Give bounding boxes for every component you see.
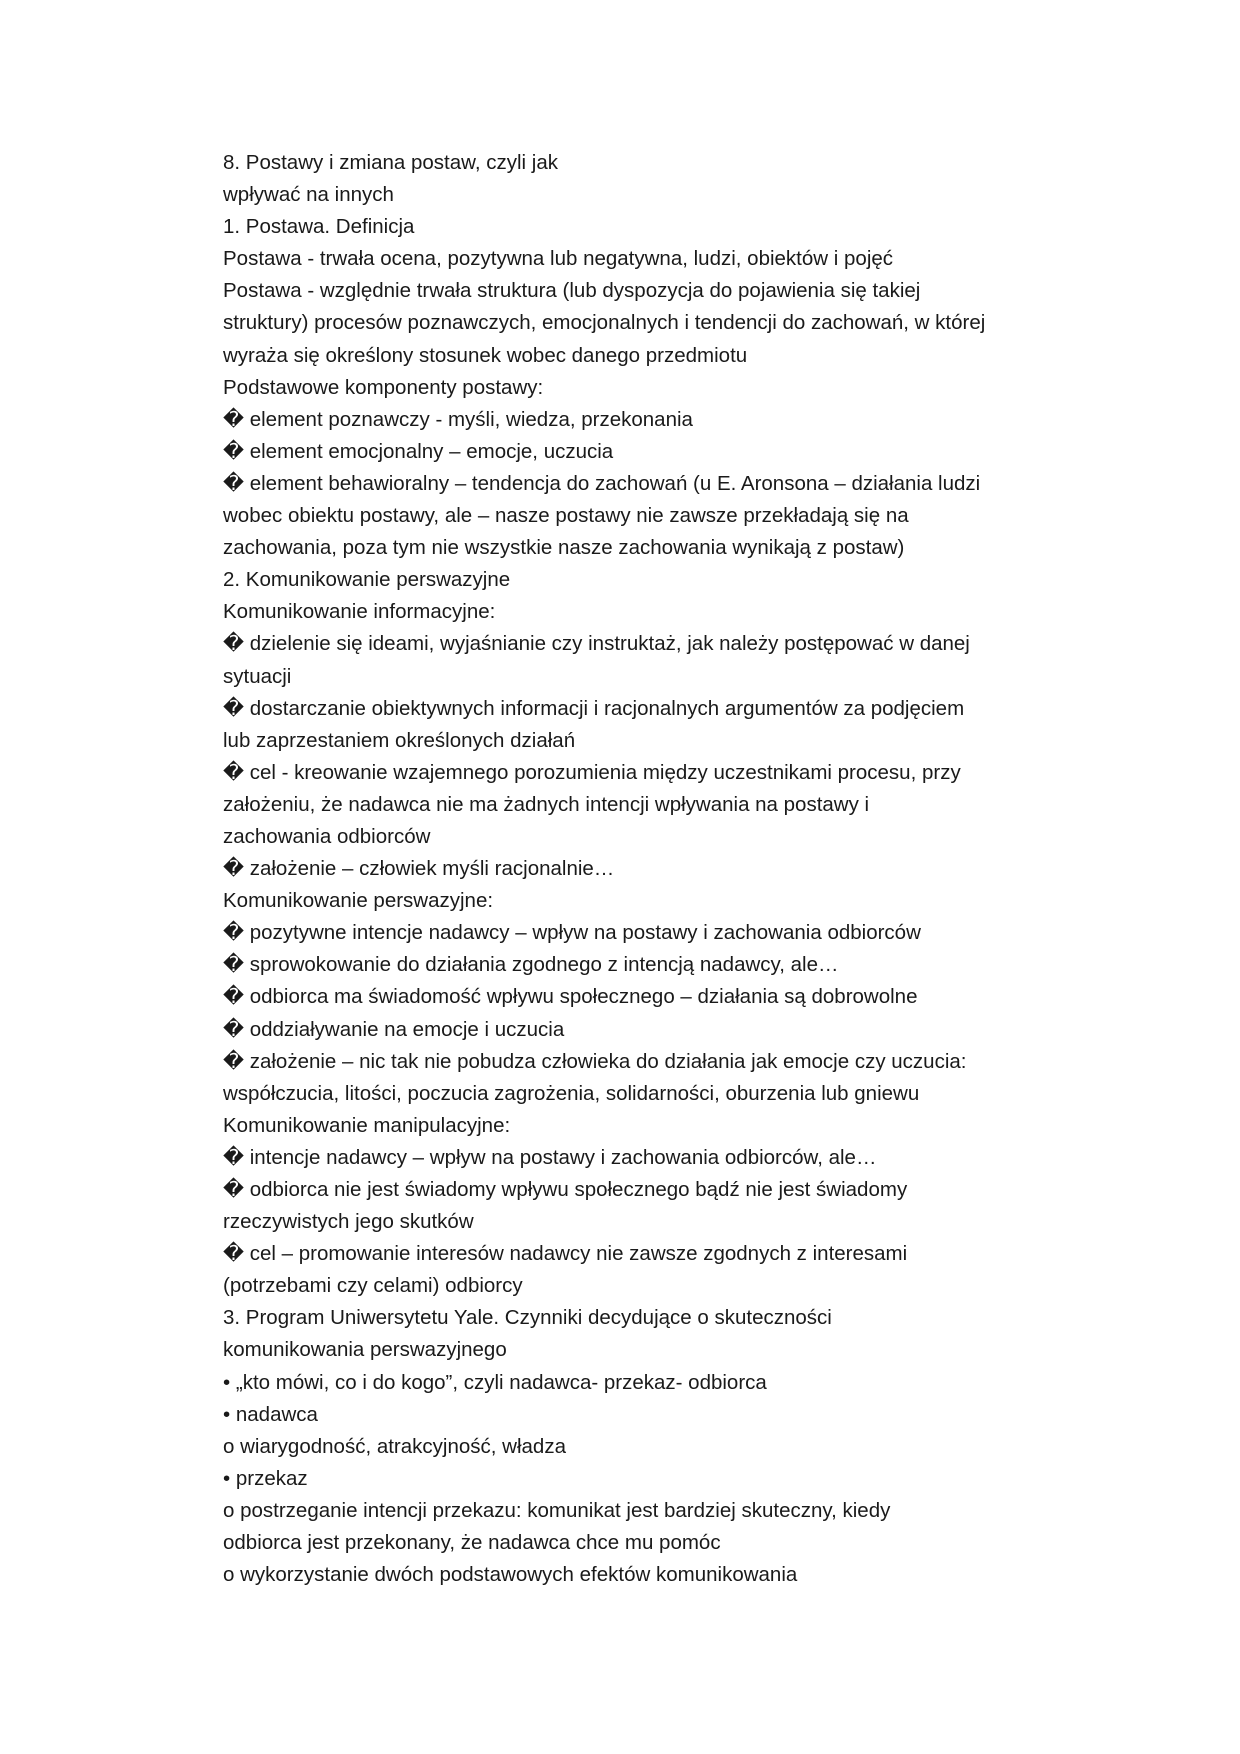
bullet-item: • nadawca	[223, 1402, 318, 1426]
section-heading: 3. Program Uniwersytetu Yale. Czynniki decydujące o skuteczności	[223, 1306, 832, 1330]
text-line: wyraża się określony stosunek wobec danego przedmiotu	[223, 343, 748, 367]
text-line: rzeczywistych jego skutków	[223, 1210, 474, 1234]
text-line: wobec obiektu postawy, ale – nasze postawy nie zawsze przekładają się na	[223, 504, 909, 528]
list-item: � dzielenie się ideami, wyjaśnianie czy instruktaż, jak należy postępować w danej	[223, 632, 970, 656]
text-line: Komunikowanie perswazyjne:	[223, 889, 494, 913]
text-line: odbiorca jest przekonany, że nadawca chce mu pomóc	[223, 1531, 721, 1555]
sub-item: o postrzeganie intencji przekazu: komunikat jest bardziej skuteczny, kiedy	[223, 1498, 891, 1522]
document-body	[223, 147, 1143, 1591]
list-item: � element behawioralny – tendencja do zachowań (u E. Aronsona – działania ludzi	[223, 471, 981, 495]
section-heading: 2. Komunikowanie perswazyjne	[223, 568, 511, 592]
text-line: (potrzebami czy celami) odbiorcy	[223, 1274, 523, 1298]
list-item: � odbiorca nie jest świadomy wpływu społecznego bądź nie jest świadomy	[223, 1178, 908, 1201]
text-line: zachowania, poza tym nie wszystkie nasze zachowania wynikają z postaw)	[223, 536, 905, 560]
list-item: � pozytywne intencje nadawcy – wpływ na postawy i zachowania odbiorców	[223, 921, 921, 945]
text-line: Komunikowanie informacyjne:	[223, 600, 496, 624]
text-line: Postawa - trwała ocena, pozytywna lub negatywna, ludzi, obiektów i pojęć	[223, 247, 894, 271]
list-item: � element emocjonalny – emocje, uczucia	[223, 439, 614, 463]
heading-line: wpływać na innych	[223, 183, 394, 207]
text-line: Postawa - względnie trwała struktura (lub dyspozycja do pojawienia się takiej	[223, 279, 921, 303]
text-line: założeniu, że nadawca nie ma żadnych intencji wpływania na postawy i	[223, 792, 870, 816]
text-line: komunikowania perswazyjnego	[223, 1338, 507, 1362]
list-item: � założenie – człowiek myśli racjonalnie…	[223, 857, 615, 881]
list-item: � oddziaływanie na emocje i uczucia	[223, 1017, 565, 1041]
text-line: lub zaprzestaniem określonych działań	[223, 728, 576, 752]
bullet-item: • „kto mówi, co i do kogo”, czyli nadawca- przekaz- odbiorca	[223, 1370, 767, 1394]
text-line: struktury) procesów poznawczych, emocjonalnych i tendencji do zachowań, w której	[223, 311, 986, 335]
text-line: Podstawowe komponenty postawy:	[223, 375, 544, 399]
list-item: � cel – promowanie interesów nadawcy nie zawsze zgodnych z interesami	[223, 1242, 908, 1266]
text-line: zachowania odbiorców	[223, 824, 431, 848]
list-item: � sprowokowanie do działania zgodnego z intencją nadawcy, ale…	[223, 953, 839, 977]
bullet-item: • przekaz	[223, 1466, 308, 1490]
list-item: � element poznawczy - myśli, wiedza, przekonania	[223, 407, 693, 431]
text-line: sytuacji	[223, 664, 292, 688]
section-heading: 1. Postawa. Definicja	[223, 215, 415, 239]
text-line: Komunikowanie manipulacyjne:	[223, 1113, 511, 1137]
list-item: � cel - kreowanie wzajemnego porozumienia między uczestnikami procesu, przy	[223, 760, 961, 784]
heading-line: 8. Postawy i zmiana postaw, czyli jak	[223, 151, 558, 174]
text-line: współczucia, litości, poczucia zagrożenia, solidarności, oburzenia lub gniewu	[223, 1081, 920, 1105]
list-item: � założenie – nic tak nie pobudza człowieka do działania jak emocje czy uczucia:	[223, 1049, 967, 1073]
sub-item: o wykorzystanie dwóch podstawowych efektów komunikowania	[223, 1563, 798, 1587]
list-item: � dostarczanie obiektywnych informacji i racjonalnych argumentów za podjęciem	[223, 696, 965, 720]
list-item: � odbiorca ma świadomość wpływu społecznego – działania są dobrowolne	[223, 985, 918, 1009]
list-item: � intencje nadawcy – wpływ na postawy i zachowania odbiorców, ale…	[223, 1145, 877, 1169]
sub-item: o wiarygodność, atrakcyjność, władza	[223, 1434, 566, 1458]
